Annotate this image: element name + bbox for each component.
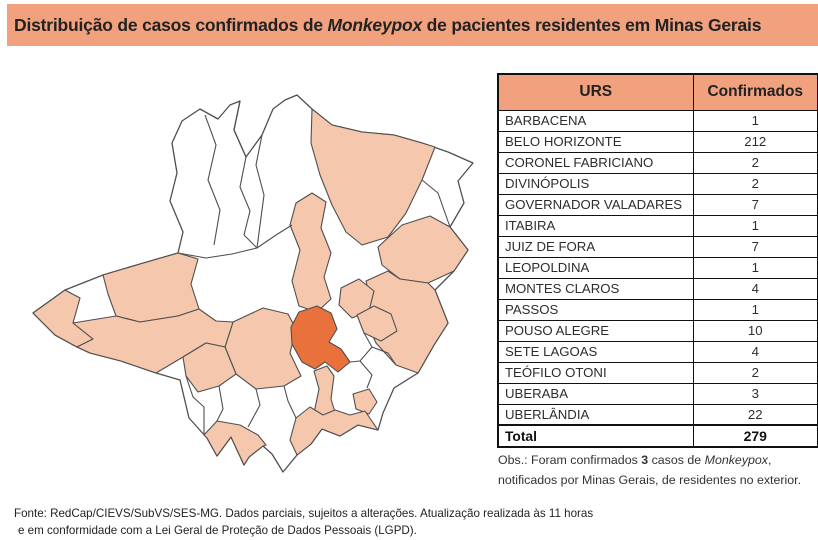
table-row (498, 152, 818, 173)
urs-cell: MONTES CLAROS (498, 278, 693, 299)
table-row (498, 236, 818, 257)
confirmed-cell: 4 (693, 341, 818, 362)
map-svg (20, 85, 490, 485)
confirmed-cell: 7 (693, 194, 818, 215)
urs-cell: POUSO ALEGRE (498, 320, 693, 341)
table-row (498, 173, 818, 194)
source-line-1: Fonte: RedCap/CIEVS/SubVS/SES-MG. Dados parciais, sujeitos a alterações. Atualização realizada às 11 horas (14, 507, 594, 520)
table-row (498, 383, 818, 404)
confirmed-cell: 4 (693, 278, 818, 299)
table-row (498, 194, 818, 215)
confirmed-cell: 22 (693, 404, 818, 425)
urs-cell: BARBACENA (498, 110, 693, 131)
confirmed-cell: 2 (693, 173, 818, 194)
title-bar (7, 4, 818, 46)
column-header-urs: URS (498, 74, 693, 110)
confirmed-cell: 10 (693, 320, 818, 341)
urs-cell: UBERABA (498, 383, 693, 404)
urs-cell: PASSOS (498, 299, 693, 320)
cases-table (497, 73, 818, 448)
confirmed-cell: 7 (693, 236, 818, 257)
total-label: Total (498, 425, 693, 447)
confirmed-cell: 3 (693, 383, 818, 404)
table-row (498, 299, 818, 320)
choropleth-map-minas-gerais (20, 85, 490, 485)
table-header-row (498, 74, 818, 110)
table-row (498, 257, 818, 278)
urs-cell: ITABIRA (498, 215, 693, 236)
urs-cell: CORONEL FABRICIANO (498, 152, 693, 173)
urs-cell: JUIZ DE FORA (498, 236, 693, 257)
total-row (498, 425, 818, 447)
urs-cell: SETE LAGOAS (498, 341, 693, 362)
confirmed-cell: 1 (693, 110, 818, 131)
urs-cell: LEOPOLDINA (498, 257, 693, 278)
urs-cell: GOVERNADOR VALADARES (498, 194, 693, 215)
confirmed-cell: 1 (693, 257, 818, 278)
note-italic-word: Monkeypox (704, 453, 768, 467)
confirmed-cell: 212 (693, 131, 818, 152)
table-row (498, 215, 818, 236)
cases-table-wrap (497, 73, 817, 448)
confirmed-cell: 2 (693, 152, 818, 173)
table-row (498, 278, 818, 299)
table-row (498, 320, 818, 341)
confirmed-cell: 1 (693, 299, 818, 320)
urs-cell: UBERLÂNDIA (498, 404, 693, 425)
urs-cell: DIVINÓPOLIS (498, 173, 693, 194)
table-row (498, 131, 818, 152)
table-row (498, 110, 818, 131)
table-row (498, 404, 818, 425)
column-header-confirmados: Confirmados (693, 74, 818, 110)
urs-cell: TEÓFILO OTONI (498, 362, 693, 383)
map-region-uberlandia (103, 253, 199, 322)
map-region-south-band (290, 407, 378, 455)
confirmed-cell: 1 (693, 215, 818, 236)
title-italic-word: Monkeypox (327, 14, 422, 35)
total-value: 279 (693, 425, 818, 447)
note-bold-count: 3 (641, 453, 649, 467)
table-row (498, 341, 818, 362)
observation-note: Obs.: Foram confirmados 3 casos de Monkeypox, notificados por Minas Gerais, de residentes no exterior. (498, 453, 802, 487)
table-body (498, 110, 818, 425)
urs-cell: BELO HORIZONTE (498, 131, 693, 152)
source-line-2: e em conformidade com a Lei Geral de Proteção de Dados Pessoais (LGPD). (18, 523, 417, 537)
source-footnote (14, 506, 806, 540)
confirmed-cell: 2 (693, 362, 818, 383)
page-title: Distribuição de casos confirmados de Monkeypox de pacientes residentes em Minas Gerais (14, 14, 762, 35)
table-row (498, 362, 818, 383)
